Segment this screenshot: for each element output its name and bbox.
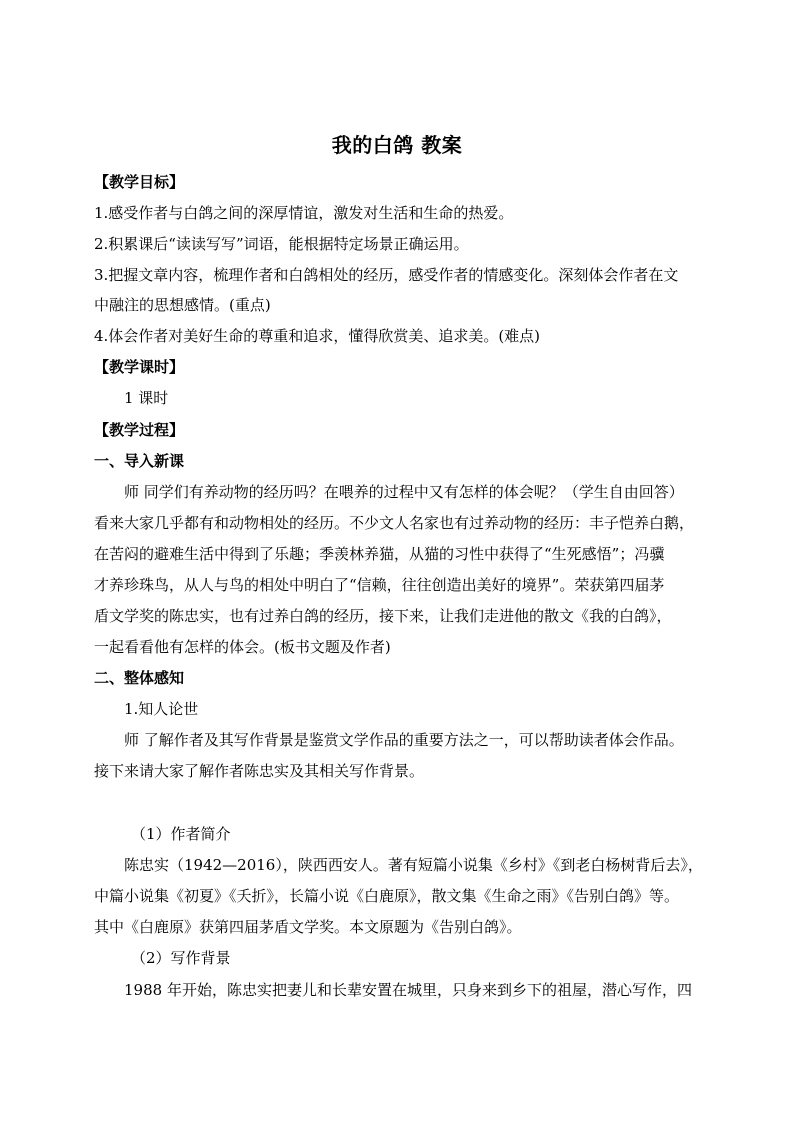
page-title: 我的白鸽 教案 (331, 133, 463, 157)
goal-2: 2.积累课后“读读写写”词语，能根据特定场景正确运用。 (94, 235, 469, 253)
goal-3-line-1: 3.把握文章内容，梳理作者和白鸽相处的经历，感受作者的情感变化。深刻体会作者在文 (94, 266, 679, 284)
process-heading: 【教学过程】 (94, 421, 185, 439)
part1-paragraph-line-1: 师 同学们有养动物的经历吗？在喂养的过程中又有怎样的体会呢？（学生自由回答） (124, 483, 684, 501)
part1-heading: 一、导入新课 (94, 452, 185, 470)
background-line-1: 1988 年开始，陈忠实把妻儿和长辈安置在城里，只身来到乡下的祖屋，潜心写作，四 (124, 981, 692, 999)
background-heading: （2）写作背景 (131, 949, 231, 967)
goals-heading: 【教学目标】 (94, 173, 185, 191)
hours-value: 1 课时 (124, 389, 169, 407)
author-intro-heading: （1）作者简介 (131, 825, 231, 843)
hours-heading: 【教学课时】 (94, 358, 185, 376)
goal-1: 1.感受作者与白鸽之间的深厚情谊，激发对生活和生命的热爱。 (94, 204, 514, 222)
part1-paragraph-line-3: 在苦闷的避难生活中得到了乐趣；季羡林养猫，从猫的习性中获得了“生死感悟”；冯骥 (94, 545, 665, 563)
author-intro-line-2: 中篇小说集《初夏》《夭折》，长篇小说《白鹿原》，散文集《生命之雨》《告别白鸽》等。 (94, 887, 680, 905)
part1-paragraph-line-2: 看来大家几乎都有和动物相处的经历。不少文人名家也有过养动物的经历：丰子恺养白鹅， (94, 514, 695, 532)
author-intro-line-3: 其中《白鹿原》获第四届茅盾文学奖。本文原题为《告别白鸽》。 (94, 918, 522, 936)
part2-paragraph-line-2: 接下来请大家了解作者陈忠实及其相关写作背景。 (94, 762, 425, 780)
part1-paragraph-line-4: 才养珍珠鸟，从人与鸟的相处中明白了“信赖，往往创造出美好的境界”。荣获第四届茅 (94, 576, 665, 594)
author-intro-line-1: 陈忠实（1942—2016），陕西西安人。著有短篇小说集《乡村》《到老白杨树背后去》， (124, 856, 703, 874)
part2-subheading-1: 1.知人论世 (124, 700, 199, 718)
goal-4: 4.体会作者对美好生命的尊重和追求，懂得欣赏美、追求美。(难点) (94, 327, 541, 345)
part1-paragraph-line-5: 盾文学奖的陈忠实，也有过养白鸽的经历，接下来，让我们走进他的散文《我的白鸽》， (94, 607, 672, 625)
part2-paragraph-line-1: 师 了解作者及其写作背景是鉴赏文学作品的重要方法之一，可以帮助读者体会作品。 (124, 731, 684, 749)
part1-paragraph-line-6: 一起看看他有怎样的体会。(板书文题及作者) (94, 638, 391, 656)
part2-heading: 二、整体感知 (94, 669, 185, 687)
goal-3-line-2: 中融注的思想感情。(重点) (94, 296, 271, 314)
